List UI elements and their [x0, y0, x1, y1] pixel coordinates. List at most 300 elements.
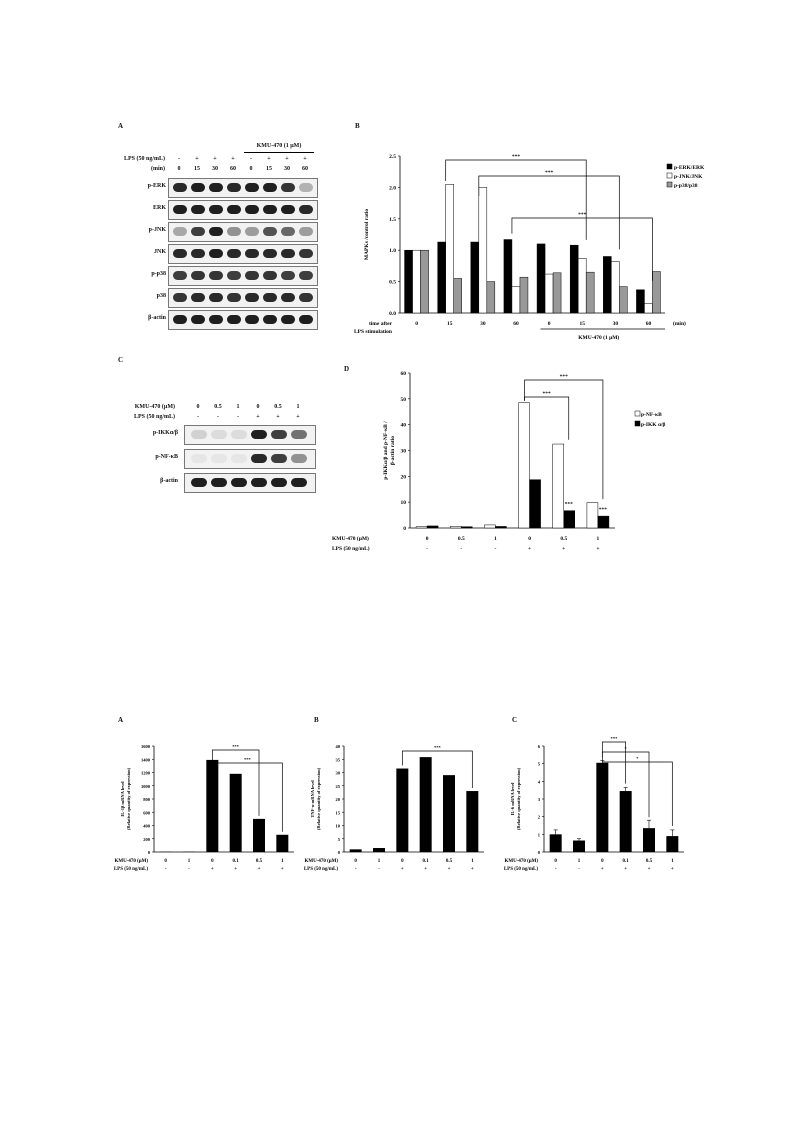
bar-p-JNK/JNK — [545, 274, 553, 313]
blot-a-row-label-0: p-ERK — [147, 183, 166, 189]
bar-p-IKK α/β — [564, 511, 575, 528]
blot-a-band — [263, 293, 277, 302]
blot-a-band — [227, 315, 241, 324]
chart-il6-mrna — [500, 728, 700, 878]
lps-value: + — [596, 546, 600, 552]
kmu-value: 0.1 — [622, 859, 629, 864]
legend-swatch — [667, 173, 672, 178]
blot-a-band — [209, 227, 223, 236]
lps-value: + — [257, 867, 261, 872]
y-tick-label: 20 — [335, 797, 340, 802]
y-tick-label: 1.5 — [389, 216, 396, 223]
kmu-label: KMU-470 (μM) — [114, 859, 148, 864]
blot-a-row-label-4: p-p38 — [151, 271, 166, 277]
blot-a-lps-3: + — [231, 156, 235, 162]
blot-a-min-0: 0 — [177, 166, 181, 172]
blot-a-lps-label: LPS (50 ng/mL) — [123, 156, 165, 162]
significance-label: *** — [559, 374, 568, 380]
lps-value: - — [460, 546, 463, 552]
lps-value: - — [164, 867, 167, 872]
blot-a-band — [209, 315, 223, 324]
lps-value: + — [234, 867, 238, 872]
blot-a-band — [191, 205, 205, 214]
blot-a-band — [263, 227, 277, 236]
blot-c-lps-1: - — [217, 414, 219, 420]
significance-bracket — [212, 757, 282, 832]
significance-label: * — [636, 756, 639, 761]
y-tick-label: 0 — [537, 850, 540, 855]
blot-c-band — [271, 430, 287, 439]
blot-a-row-5 — [168, 288, 318, 308]
blot-c-band — [231, 454, 247, 463]
blot-c-band — [191, 478, 207, 487]
kmu-value: 0.1 — [422, 859, 429, 864]
significance-bracket — [402, 751, 472, 788]
bar-p-ERK/ERK — [537, 244, 545, 313]
lps-value: + — [562, 546, 566, 552]
blot-a-band — [281, 249, 295, 258]
lps-value: - — [378, 867, 380, 872]
blot-a-band — [299, 205, 313, 214]
bar — [620, 791, 632, 852]
lps-value: + — [647, 867, 651, 872]
bar-p-JNK/JNK — [413, 250, 421, 313]
panel-letter-b: B — [355, 122, 360, 130]
blot-a-lps-2: + — [213, 156, 217, 162]
blot-a-band — [245, 205, 259, 214]
bar — [596, 763, 608, 852]
kmu-label: KMU-470 (μM) — [504, 859, 538, 864]
y-tick-label: 20 — [400, 474, 406, 481]
blot-c-kmu-1: 0.5 — [214, 404, 222, 410]
chart-nfkb-ratio — [330, 365, 700, 565]
blot-a-band — [173, 293, 187, 302]
y-tick-label: 30 — [400, 448, 406, 455]
lps-label: LPS (50 ng/mL) — [503, 867, 538, 872]
lps-value: + — [400, 867, 404, 872]
bar — [276, 835, 288, 852]
bar-p-JNK/JNK — [611, 262, 619, 313]
bar-p-ERK/ERK — [438, 242, 446, 313]
y-axis-label: (Relative quantity of expression) — [516, 767, 521, 831]
y-tick-label: 0 — [403, 526, 406, 532]
bar-p-IKK α/β — [598, 516, 609, 528]
blot-a-band — [281, 293, 295, 302]
chart-mapks-ratio — [353, 140, 705, 350]
lps-value: + — [670, 867, 674, 872]
blot-a-band — [281, 183, 295, 192]
blot-c-kmu-5: 1 — [296, 404, 300, 410]
y-tick-label: 35 — [335, 757, 340, 763]
blot-a-row-label-5: p38 — [156, 293, 166, 299]
panel-letter-a2: A — [118, 716, 124, 724]
blot-a-min-6: 30 — [284, 166, 290, 172]
blot-a-band — [209, 205, 223, 214]
blot-c-band — [271, 454, 287, 463]
y-tick-label: 1000 — [141, 783, 150, 789]
blot-a-band — [173, 183, 187, 192]
blot-a-band — [245, 293, 259, 302]
blot-a-band — [245, 183, 259, 192]
bar-p-ERK/ERK — [504, 240, 512, 313]
kmu-value: 0 — [528, 536, 531, 542]
x-caption-line1: time after — [368, 321, 392, 327]
bar-p-ERK/ERK — [603, 256, 611, 313]
y-tick-label: 0 — [147, 850, 150, 855]
blot-c-band — [231, 478, 247, 487]
x-unit-label: (min) — [673, 321, 686, 327]
lps-label: LPS (50 ng/mL) — [303, 867, 338, 872]
y-tick-label: 600 — [143, 810, 150, 816]
panel-letter-d: D — [344, 365, 350, 373]
bar — [396, 769, 408, 852]
blot-a-band — [209, 249, 223, 258]
bar-p-p38/p38 — [487, 282, 495, 313]
bar-p-NF-κB — [519, 403, 530, 528]
y-tick-label: 1 — [537, 832, 540, 838]
blot-a-band — [263, 205, 277, 214]
bar — [253, 819, 265, 852]
significance-label: *** — [598, 507, 608, 514]
y-axis-label: p-IKKα/β and p-NF-κB / — [383, 421, 389, 480]
blot-c-band — [231, 430, 247, 439]
x-caption-line2: LPS stimulation — [353, 329, 392, 335]
lps-value: + — [470, 867, 474, 872]
significance-bracket — [602, 758, 672, 826]
lps-value: + — [447, 867, 451, 872]
blot-a-band — [245, 271, 259, 280]
blot-a-band — [173, 271, 187, 280]
blot-a-band — [281, 271, 295, 280]
lps-value: + — [600, 867, 604, 872]
bar — [443, 775, 455, 852]
bar-p-p38/p38 — [553, 273, 561, 313]
blot-c-kmu-label: KMU-470 (μM) — [134, 404, 175, 410]
blot-a-band — [299, 293, 313, 302]
y-tick-label: 5 — [537, 761, 540, 767]
blot-c-band — [251, 454, 267, 463]
blot-a-band — [191, 315, 205, 324]
blot-a-row-0 — [168, 178, 318, 198]
bar-p-p38/p38 — [652, 272, 660, 313]
significance-label: *** — [610, 736, 618, 741]
blot-a-band — [227, 183, 241, 192]
blot-a-lps-7: + — [303, 156, 307, 162]
blot-a-row-6 — [168, 310, 318, 330]
legend-swatch — [635, 421, 640, 426]
kmu-value: 1 — [596, 536, 600, 542]
y-tick-label: 200 — [143, 836, 150, 842]
bar-p-JNK/JNK — [446, 184, 454, 313]
kmu-value: 0 — [211, 859, 214, 864]
blot-c-kmu-4: 0.5 — [274, 404, 282, 410]
kmu-label: KMU-470 (μM) — [332, 536, 369, 542]
blot-c-lps-label: LPS (50 ng/mL) — [133, 414, 175, 420]
blot-c-lps-4: + — [276, 414, 280, 420]
blot-a-band — [173, 205, 187, 214]
kmu-label: KMU-470 (μM) — [304, 859, 338, 864]
panel-letter-a: A — [118, 122, 124, 130]
significance-bracket — [479, 176, 620, 249]
y-tick-label: 4 — [537, 779, 540, 785]
blot-c-kmu-3: 0 — [256, 404, 260, 410]
blot-a-row-label-3: JNK — [154, 249, 166, 255]
x-tick-label: 60 — [645, 321, 652, 327]
lps-value: + — [280, 867, 284, 872]
y-tick-label: 2.0 — [389, 185, 396, 192]
bar-p-p38/p38 — [520, 277, 528, 313]
lps-value: + — [528, 546, 532, 552]
lps-value: - — [554, 867, 557, 872]
kmu-value: 1 — [187, 859, 191, 864]
significance-label: *** — [578, 212, 587, 218]
kmu-value: 0 — [401, 859, 404, 864]
blot-c-band — [191, 430, 207, 439]
kmu-value: 0 — [554, 859, 557, 864]
y-tick-label: 0.0 — [389, 311, 396, 317]
y-tick-label: 60 — [400, 371, 406, 377]
blot-a-band — [209, 293, 223, 302]
bar-p-JNK/JNK — [578, 258, 586, 313]
y-tick-label: 3 — [537, 797, 540, 802]
blot-c-row-label-1: p-NF-κB — [155, 454, 178, 460]
significance-label: *** — [542, 391, 551, 397]
blot-a-band — [299, 183, 313, 192]
blot-c-band — [211, 454, 227, 463]
bar-p-ERK/ERK — [471, 242, 479, 313]
blot-a-band — [263, 249, 277, 258]
bar-p-ERK/ERK — [570, 245, 578, 313]
bar-p-IKK α/β — [427, 526, 438, 528]
blot-a-band — [227, 271, 241, 280]
blot-a-band — [299, 315, 313, 324]
blot-a-row-4 — [168, 266, 318, 286]
bar-p-NF-κB — [416, 527, 427, 528]
legend-entry: p-NF-κB — [641, 412, 662, 418]
kmu-value: 0 — [425, 536, 429, 542]
bar — [643, 828, 655, 852]
kmu-value: 1 — [494, 536, 497, 542]
bar — [420, 757, 432, 852]
bar-p-ERK/ERK — [636, 290, 644, 313]
significance-label: *** — [433, 745, 441, 750]
blot-a-band — [173, 315, 187, 324]
kmu-value: 0.5 — [445, 859, 453, 864]
blot-c-row-label-2: β-actin — [160, 478, 178, 484]
bar-p-JNK/JNK — [644, 304, 652, 313]
bar-p-p38/p38 — [454, 278, 462, 313]
blot-a-lps-1: + — [195, 156, 199, 162]
y-tick-label: 2 — [537, 814, 540, 820]
bar — [373, 848, 385, 852]
y-tick-label: 6 — [537, 744, 540, 749]
blot-a-band — [263, 183, 277, 192]
chart-tnfa-mrna — [300, 728, 500, 878]
blot-a-kmu-underline — [244, 152, 314, 153]
lps-value: - — [354, 867, 357, 872]
legend-swatch — [635, 411, 640, 416]
blot-c-band — [291, 454, 307, 463]
blot-a-band — [191, 183, 205, 192]
kmu-value: 0.5 — [560, 536, 568, 542]
blot-a-band — [227, 227, 241, 236]
y-tick-label: 1.0 — [389, 248, 396, 255]
y-tick-label: 400 — [143, 823, 150, 829]
blot-c-band — [291, 478, 307, 487]
group-label: KMU-470 (1 μM) — [578, 335, 620, 341]
blot-a-lps-5: + — [267, 156, 271, 162]
blot-a-band — [281, 205, 295, 214]
y-tick-label: 25 — [335, 783, 340, 789]
kmu-value: 0 — [164, 859, 167, 864]
blot-a-row-3 — [168, 244, 318, 264]
blot-c-row-0 — [184, 425, 316, 445]
blot-c-band — [271, 478, 287, 487]
y-tick-label: 10 — [335, 823, 340, 829]
kmu-value: 0 — [354, 859, 357, 864]
bar — [350, 849, 362, 852]
blot-a-band — [245, 315, 259, 324]
kmu-value: 1 — [377, 859, 381, 864]
lps-value: - — [578, 867, 580, 872]
panel-letter-b2: B — [314, 716, 319, 724]
kmu-value: 0.5 — [255, 859, 263, 864]
bar — [206, 760, 218, 852]
x-tick-label: 30 — [480, 321, 486, 327]
lps-value: - — [426, 546, 429, 552]
blot-a-band — [209, 183, 223, 192]
y-tick-label: 1600 — [141, 744, 150, 749]
blot-a-band — [191, 227, 205, 236]
blot-c-lps-3: + — [256, 414, 260, 420]
bar-p-p38/p38 — [421, 250, 429, 313]
blot-a-band — [281, 315, 295, 324]
kmu-value: 0.5 — [645, 859, 653, 864]
x-tick-label: 0 — [547, 321, 551, 327]
y-tick-label: 15 — [335, 810, 340, 816]
bar-p-IKK α/β — [495, 526, 506, 528]
blot-a-lps-4: - — [250, 156, 252, 162]
y-axis-label: (Relative quantity of expression) — [316, 767, 321, 831]
bar-p-NF-κB — [553, 444, 564, 528]
blot-c-band — [211, 478, 227, 487]
significance-label: *** — [544, 170, 554, 176]
bar-p-p38/p38 — [619, 287, 627, 313]
blot-c-band — [251, 430, 267, 439]
blot-c-lps-0: - — [197, 414, 199, 420]
y-axis-label: MAPKs /control ratio — [364, 208, 370, 261]
bar — [573, 841, 585, 852]
significance-label: *** — [243, 757, 251, 762]
y-axis-label: TNF-α mRNA level — [310, 780, 315, 818]
blot-c-row-label-0: p-IKKα/β — [152, 430, 178, 436]
blot-a-band — [245, 249, 259, 258]
blot-a-band — [281, 227, 295, 236]
kmu-value: 1 — [577, 859, 581, 864]
significance-bracket — [446, 160, 587, 240]
blot-a-row-label-2: p-JNK — [148, 227, 166, 233]
blot-a-band — [209, 271, 223, 280]
blot-a-band — [191, 271, 205, 280]
blot-a-band — [263, 271, 277, 280]
blot-a-band — [299, 271, 313, 280]
bar — [466, 791, 478, 852]
blot-a-min-label: (min) — [151, 166, 165, 172]
bar-p-NF-κB — [484, 525, 495, 528]
x-tick-label: 60 — [513, 321, 519, 327]
blot-a-band — [227, 205, 241, 214]
blot-c-lps-5: + — [296, 414, 300, 420]
lps-value: + — [210, 867, 214, 872]
lps-value: + — [424, 867, 428, 872]
blot-a-band — [173, 227, 187, 236]
blot-c-band — [291, 430, 307, 439]
lps-value: + — [624, 867, 628, 872]
blot-c-row-2 — [184, 473, 316, 493]
bar-p-JNK/JNK — [479, 187, 487, 313]
blot-a-band — [227, 293, 241, 302]
lps-value: - — [494, 546, 497, 552]
significance-bracket — [525, 397, 569, 440]
y-axis-label: β-actin ratio — [390, 435, 396, 466]
y-tick-label: 10 — [400, 500, 406, 507]
chart-il1b-mrna — [110, 728, 300, 878]
x-tick-label: 15 — [579, 321, 585, 327]
blot-a-band — [173, 249, 187, 258]
lps-label: LPS (50 ng/mL) — [113, 867, 148, 872]
bar — [230, 774, 242, 852]
blot-a-row-1 — [168, 200, 318, 220]
blot-c-kmu-2: 1 — [236, 404, 240, 410]
significance-label: *** — [511, 154, 521, 160]
blot-a-band — [245, 227, 259, 236]
kmu-value: 0 — [601, 859, 604, 864]
blot-c-kmu-0: 0 — [196, 404, 200, 410]
bar-p-IKK α/β — [530, 480, 541, 528]
y-tick-label: 40 — [335, 744, 340, 749]
blot-a-row-label-1: ERK — [152, 205, 166, 211]
blot-a-row-2 — [168, 222, 318, 242]
blot-a-min-3: 60 — [230, 166, 236, 172]
bar-p-p38/p38 — [586, 272, 594, 313]
significance-label: *** — [232, 744, 240, 749]
blot-a-band — [191, 249, 205, 258]
blot-a-lps-0: - — [178, 156, 180, 162]
kmu-value: 1 — [671, 859, 674, 864]
y-axis-label: IL-1β mRNA level — [120, 781, 125, 817]
bar — [666, 836, 678, 852]
blot-a-min-5: 15 — [266, 166, 272, 172]
blot-a-band — [191, 293, 205, 302]
legend-entry: p-JNK/JNK — [674, 174, 703, 180]
y-tick-label: 1200 — [141, 770, 150, 776]
blot-a-min-4: 0 — [249, 166, 253, 172]
significance-label: *** — [564, 501, 573, 508]
legend-entry: p-ERK/ERK — [674, 165, 705, 171]
bar-p-ERK/ERK — [405, 250, 413, 313]
y-axis-label: (Relative quantity of expression) — [126, 767, 131, 831]
kmu-value: 1 — [281, 859, 284, 864]
blot-c-row-1 — [184, 449, 316, 469]
blot-c-band — [211, 430, 227, 439]
blot-a-min-2: 30 — [212, 166, 218, 172]
blot-c-band — [251, 478, 267, 487]
panel-letter-c: C — [118, 356, 124, 364]
significance-label: * — [624, 746, 627, 751]
bar-p-NF-κB — [450, 526, 461, 528]
blot-a-band — [299, 249, 313, 258]
lps-value: - — [188, 867, 190, 872]
